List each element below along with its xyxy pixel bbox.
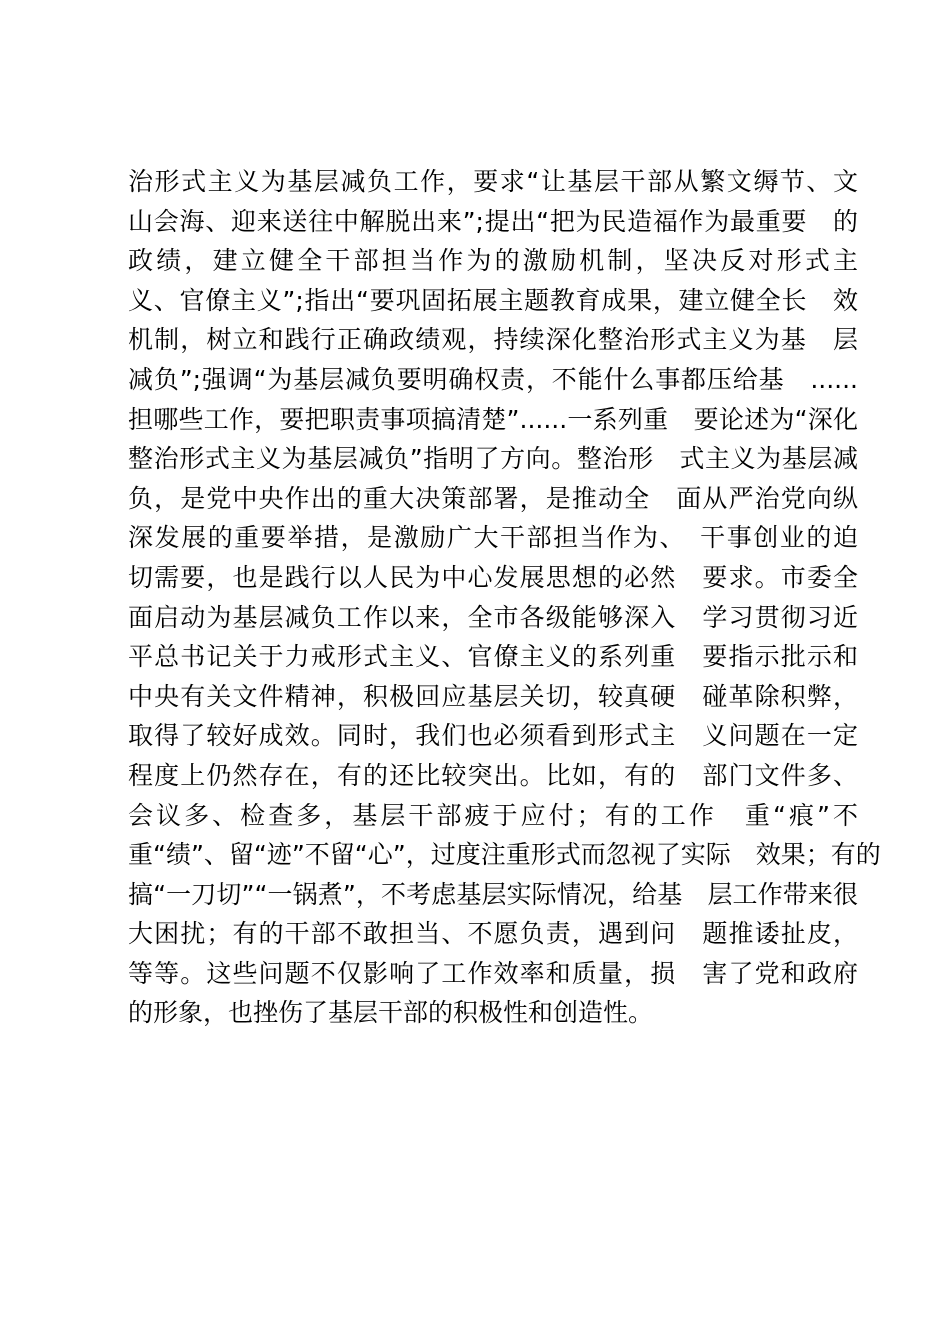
text-line: 减负”;强调“为基层减负要明确权责，不能什么事都压给基 ...... (128, 364, 858, 394)
text-line: 义、官僚主义”;指出“要巩固拓展主题教育成果，建立健全长 效 (128, 285, 858, 315)
text-line: 程度上仍然存在，有的还比较突出。比如，有的 部门文件多、 (128, 760, 858, 790)
text-line: 治形式主义为基层减负工作，要求“让基层干部从繁文缛节、文 (128, 167, 858, 196)
text-line: 担哪些工作，要把职责事项搞清楚”......一系列重 要论述为“深化 (128, 404, 858, 434)
text-line: 的形象，也挫伤了基层干部的积极性和创造性。 (128, 998, 654, 1028)
text-line: 重“绩”、留“迹”不留“心”，过度注重形式而忽视了实际 效果；有的 (128, 840, 881, 870)
text-line: 取得了较好成效。同时，我们也必须看到形式主 义问题在一定 (128, 721, 858, 751)
text-line: 深发展的重要举措，是激励广大干部担当作为、 干事创业的迫 (128, 523, 858, 553)
text-line: 搞“一刀切”“一锅煮”，不考虑基层实际情况，给基 层工作带来很 (128, 879, 858, 909)
text-line: 面启动为基层减负工作以来，全市各级能够深入 学习贯彻习近 (128, 602, 858, 632)
body-paragraph (128, 162, 881, 1033)
text-line: 政绩，建立健全干部担当作为的激励机制，坚决反对形式主 (128, 246, 858, 276)
text-line: 切需要，也是践行以人民为中心发展思想的必然 要求。市委全 (128, 562, 858, 592)
text-line: 平总书记关于力戒形式主义、官僚主义的系列重 要指示批示和 (128, 642, 858, 672)
text-line: 山会海、迎来送往中解脱出来”;提出“把为民造福作为最重要 的 (128, 206, 858, 236)
text-line: 整治形式主义为基层减负”指明了方向。整治形 式主义为基层减 (128, 444, 858, 474)
text-line: 等等。这些问题不仅影响了工作效率和质量，损 害了党和政府 (128, 958, 858, 988)
text-line: 大困扰；有的干部不敢担当、不愿负责，遇到问 题推诿扯皮， (128, 919, 858, 949)
text-line: 机制，树立和践行正确政绩观，持续深化整治形式主义为基 层 (128, 325, 858, 355)
text-line: 中央有关文件精神，积极回应基层关切，较真硬 碰革除积弊， (128, 681, 858, 711)
text-line: 负，是党中央作出的重大决策部署，是推动全 面从严治党向纵 (128, 483, 858, 513)
text-line: 会议多、检查多，基层干部疲于应付；有的工作 重“痕”不 (128, 800, 858, 830)
